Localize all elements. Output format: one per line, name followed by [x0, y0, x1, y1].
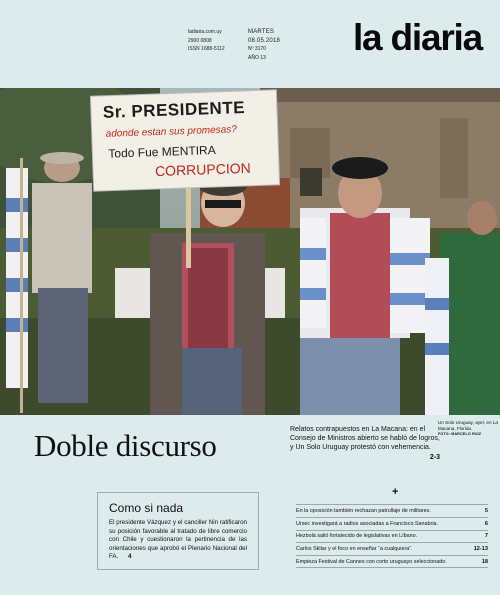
sign-line-2: adonde estan sus promesas? [105, 124, 238, 140]
brief-page: 5 [484, 507, 488, 514]
publication-info [188, 28, 225, 54]
website-text[interactable]: ladiaria.com.uy [188, 29, 222, 35]
brief-page: 7 [484, 533, 488, 540]
secondary-title: Como si nada [109, 501, 184, 515]
brief-text: Hezbolá salió fortalecido de legislativas en Líbano. [296, 533, 418, 540]
issue-number: Nº 3170 [248, 46, 266, 52]
photo-credit: FOTO: MARCELO RUIZ [438, 432, 482, 437]
secondary-body-text: El presidente Vázquez y el canciller Nin ratificaron su posición favorable al tratado de libre comercio con Chile y cuestionaron la pertinencia de las orientaciones que aprobó el Plenario Nacional del FA. [109, 519, 247, 560]
weekday-text: MARTES [248, 29, 275, 35]
lead-summary [290, 425, 440, 462]
issue-info [248, 28, 280, 62]
brief-text: En la oposición también rechazan patrullaje de militares. [296, 507, 431, 514]
sign-line-1: Sr. PRESIDENTE [102, 97, 246, 122]
year-text: AÑO 13 [248, 54, 266, 61]
protest-sign [94, 93, 277, 189]
caption-text: Un Solo Uruguay, ayer, en La Macana, Florida. [438, 420, 498, 431]
brief-item[interactable] [296, 530, 488, 543]
brief-page: 18 [481, 558, 488, 565]
sign-line-3: Todo Fue MENTIRA [108, 142, 216, 161]
lead-headline[interactable]: Doble discurso [34, 428, 217, 463]
briefs-list [296, 504, 488, 568]
date-text: 08.05.2018 [248, 37, 281, 44]
brief-text: Ursec investigará a radios asociadas a Francisco Sanabria. [296, 520, 439, 527]
brief-text: Empieza Festival de Cannes con corto uruguayo seleccionado. [296, 558, 447, 565]
cover-photo [0, 88, 500, 415]
brief-text: Carlos Skliar y el foco en enseñar “a cualquiera”. [296, 546, 413, 553]
lead-summary-text: Relatos contrapuestos en La Macana: en el Consejo de Ministros abierto se habló de logros, y Un Solo Uruguay protestó con vehemencia. [290, 426, 440, 452]
sign-line-4: CORRUPCION [154, 159, 251, 180]
brief-page: 6 [484, 520, 488, 527]
photo-caption [438, 420, 500, 438]
plus-icon: + [392, 486, 399, 498]
brief-item[interactable] [296, 555, 488, 568]
masthead [0, 0, 500, 88]
phone-text: 2900 0808 [188, 37, 212, 44]
secondary-page-ref: 4 [128, 553, 132, 560]
brief-item[interactable] [296, 542, 488, 555]
brief-page: 12-13 [473, 546, 488, 553]
issn-text: ISSN 1688-5112 [188, 46, 225, 52]
brief-item[interactable] [296, 517, 488, 530]
lead-page-ref[interactable]: 2-3 [429, 453, 440, 461]
brief-item[interactable] [296, 504, 488, 517]
secondary-body [109, 519, 247, 562]
newspaper-logo[interactable]: la diaria [352, 17, 482, 58]
secondary-story-box[interactable] [97, 492, 259, 570]
